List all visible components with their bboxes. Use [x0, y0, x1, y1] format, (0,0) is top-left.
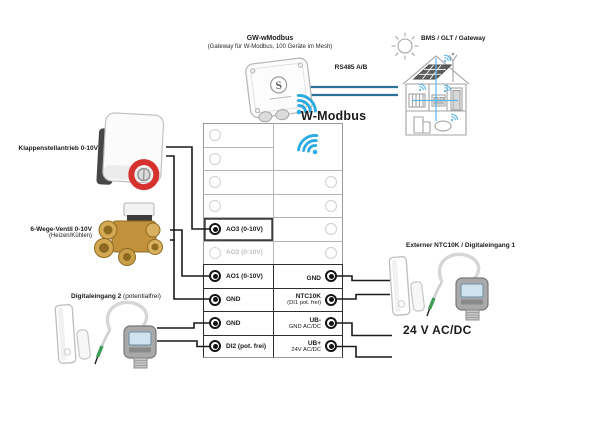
cable-sensor-illustration — [427, 254, 488, 320]
terminal-cell-empty — [203, 147, 273, 171]
terminal-cell-empty — [203, 123, 273, 147]
terminal-cell-wifi — [273, 123, 343, 170]
valve-label-sub: (Heizen/Kühlen) — [48, 233, 92, 239]
terminal-circle-ao3 — [209, 223, 221, 235]
sun-icon — [392, 33, 419, 60]
terminal-cell-gnd-right — [273, 264, 343, 288]
terminal-label-ao3: AO3 (0-10V) — [226, 225, 263, 233]
terminal-label-di2: DI2 (pot. frei) — [226, 342, 267, 350]
di2-label-sub: (potentialfrei) — [123, 293, 161, 300]
valve-label — [4, 226, 92, 239]
terminal-circle-gnd — [209, 317, 221, 329]
svg-text:S: S — [274, 79, 283, 93]
terminal-label-gnd: GND — [226, 319, 241, 327]
terminal-cell-empty — [203, 194, 273, 218]
terminal-cell-di2 — [203, 335, 273, 359]
terminal-cell-empty — [273, 217, 343, 241]
terminal-label-gnd: GND — [306, 275, 321, 283]
cable-sensor-illustration — [95, 302, 156, 368]
bms-building-icon — [403, 53, 469, 135]
terminal-label-ao1: AO1 (0-10V) — [226, 272, 263, 280]
power-supply-label: 24 V AC/DC — [403, 323, 472, 337]
terminal-circle — [325, 176, 337, 188]
terminal-label-ub-plus: UB+ — [307, 339, 321, 347]
terminal-sublabel-ntc10k: (DI1 pot. frei) — [287, 300, 321, 307]
terminal-circle-ub-plus — [325, 340, 337, 352]
terminal-circle-ub-minus — [325, 317, 337, 329]
terminal-label-gnd: GND — [226, 296, 241, 304]
terminal-cell-empty — [203, 170, 273, 194]
terminal-cell-ntc10k — [273, 288, 343, 312]
terminal-circle-ao1 — [209, 270, 221, 282]
terminal-circle — [325, 247, 337, 259]
gateway-title: GW-wModbus — [246, 35, 294, 42]
terminal-circle — [209, 176, 221, 188]
terminal-circle — [209, 129, 221, 141]
terminal-cell-empty — [273, 194, 343, 218]
wmodbus-title: W-Modbus — [301, 109, 367, 123]
terminal-column-left — [203, 123, 273, 358]
terminal-cell-ub-minus — [273, 311, 343, 335]
di2-label — [48, 293, 184, 300]
gateway-subtitle: (Gateway für W-Modbus, 100 Geräte im Mesh) — [207, 44, 333, 50]
bms-label: BMS / GLT / Gateway — [421, 35, 486, 42]
terminal-cell-empty — [273, 241, 343, 265]
terminal-sublabel-ub-minus: GND AC/DC — [288, 323, 321, 330]
rs485-label: RS485 A/B — [334, 64, 368, 71]
six-way-valve-illustration — [95, 203, 163, 266]
terminal-circle — [209, 153, 221, 165]
terminal-circle — [209, 200, 221, 212]
ntc-di1-label: Externer NTC10K / Digitaleingang 1 — [406, 242, 516, 249]
terminal-circle — [325, 200, 337, 212]
terminal-label-ntc10k: NTC10K — [295, 293, 321, 301]
terminal-circle-gnd — [209, 294, 221, 306]
terminal-cell-ao3 — [203, 217, 273, 241]
damper-label: Klappenstellantrieb 0-10V — [18, 145, 98, 152]
terminal-label-ao2: AO2 (0-10V) — [226, 249, 263, 257]
terminal-block — [203, 123, 343, 358]
terminal-cell-ao1 — [203, 264, 273, 288]
door-contact-illustration — [55, 304, 91, 363]
terminal-circle-gnd — [325, 270, 337, 282]
di2-label-main: Digitaleingang 2 — [71, 293, 122, 300]
door-contact-illustration — [389, 256, 425, 315]
terminal-cell-ub-plus — [273, 335, 343, 359]
terminal-cell-gnd-2 — [203, 311, 273, 335]
terminal-circle-di2 — [209, 340, 221, 352]
terminal-label-ub-minus: UB- — [309, 316, 321, 324]
terminal-cell-ao2 — [203, 241, 273, 265]
terminal-circle — [325, 223, 337, 235]
damper-actuator-illustration — [96, 112, 164, 188]
terminal-circle-ntc10k — [325, 294, 337, 306]
valve-label-main: 6-Wege-Ventil 0-10V — [30, 226, 92, 233]
terminal-circle-ao2 — [209, 247, 221, 259]
rs485-bus-lines — [304, 87, 398, 95]
terminal-column-right — [273, 123, 343, 358]
terminal-cell-gnd-1 — [203, 288, 273, 312]
terminal-cell-empty — [273, 170, 343, 194]
terminal-sublabel-ub-plus: 24V AC/DC — [291, 346, 321, 353]
